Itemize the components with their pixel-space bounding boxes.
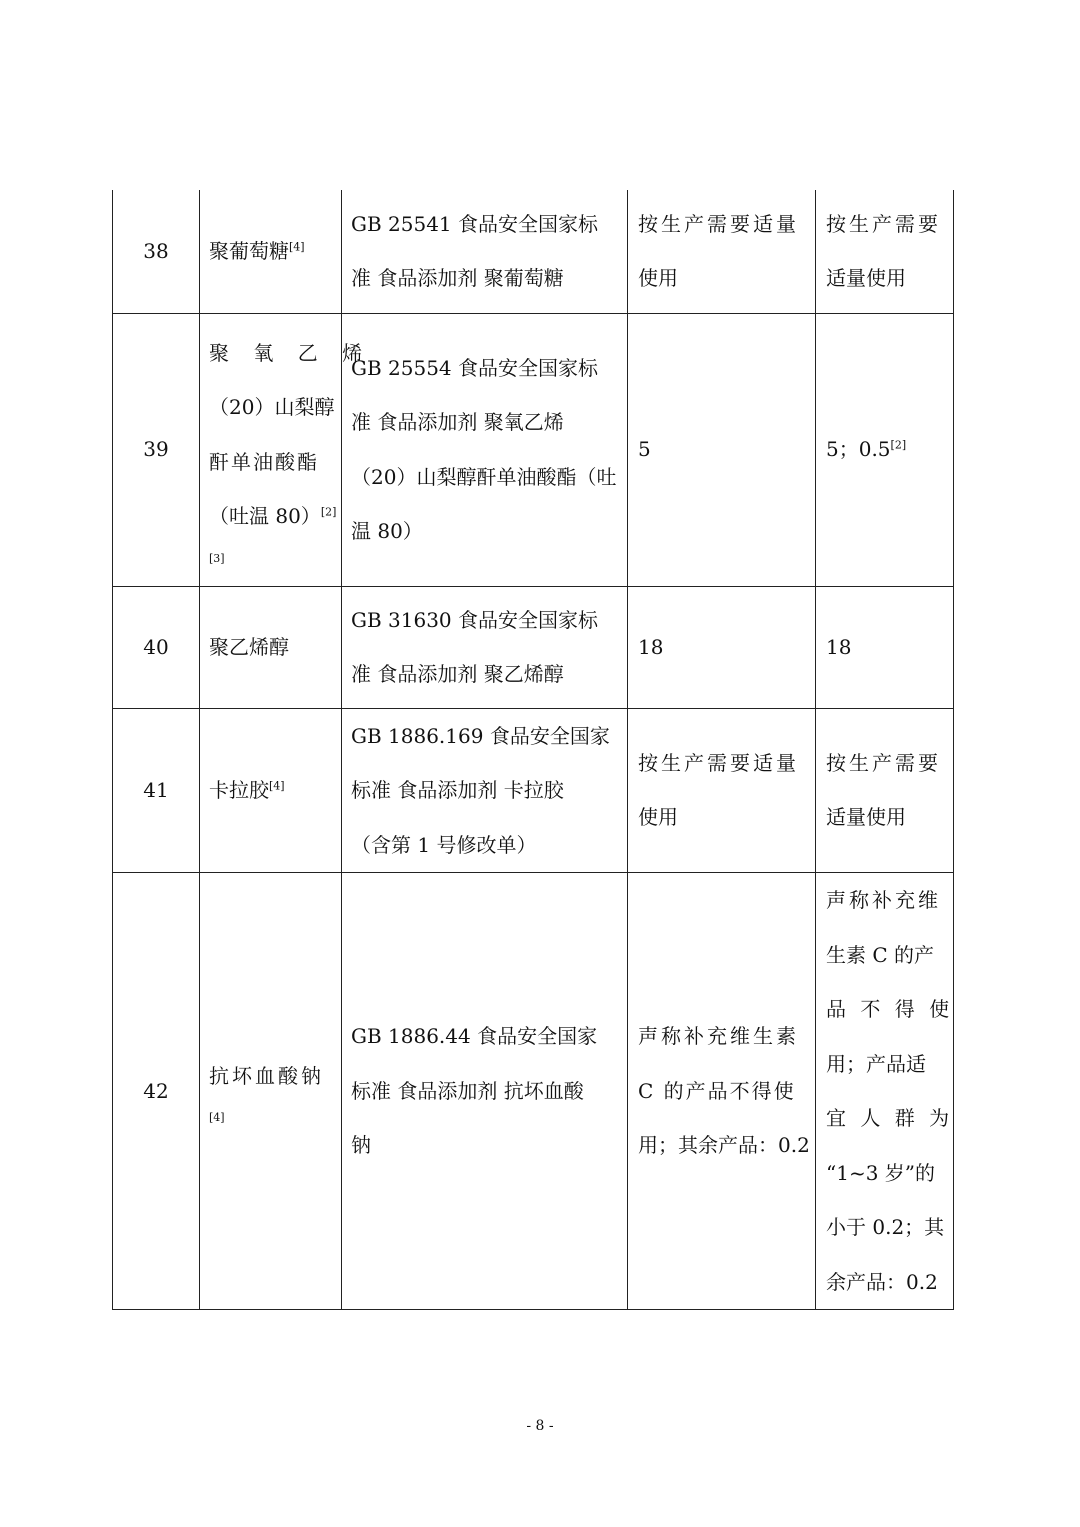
limit-line: 按生产需要适量 [638,211,799,236]
limit-line: 按生产需要 [826,750,941,775]
limit-line: 适量使用 [826,266,906,291]
limit-cell-general: 5 [628,313,816,586]
limit-line: 宜 人 群 为 [826,1106,954,1130]
standard-cell [342,708,628,873]
standard-line: 标准 食品添加剂 卡拉胶 [351,778,564,802]
limit-line: 余产品：0.2 [826,1269,938,1294]
additive-name [200,313,372,586]
limit-cell-infant [816,190,954,313]
standard-line: 钠 [351,1133,371,1158]
standard-line: GB 25554 食品安全国家标 [351,355,599,380]
row-number: 38 [113,190,200,313]
additive-name-text: （吐温 80） [209,504,321,528]
limit-line: 小于 0.2；其 [826,1215,945,1239]
limit-line: 使用 [638,266,678,291]
limit-line: 生素 C 的产 [826,942,935,967]
row-number: 40 [113,586,200,708]
limit-line: 按生产需要适量 [638,750,799,775]
table-row [113,313,954,586]
standard-cell [342,313,628,586]
row-number: 41 [113,708,200,873]
table-row [113,708,954,873]
footnote-ref: [4] [269,779,285,793]
table-row [113,873,954,1310]
additive-table [112,190,954,1310]
additive-name-text: 聚葡萄糖 [209,239,289,263]
standard-line: 准 食品添加剂 聚葡萄糖 [351,266,564,291]
additive-name-line [209,489,337,544]
limit-line: “1~3 岁”的 [826,1160,936,1185]
footnote-ref: [2] [320,505,337,519]
additive-name [200,873,342,1310]
footnote-ref: [2] [890,438,907,452]
footnote-ref: [4] [289,240,305,254]
limit-line: 声称补充维生素 [638,1024,799,1049]
limit-cell-general [628,873,816,1310]
limit-cell-infant: 18 [816,586,954,708]
standard-line: 准 食品添加剂 聚氧乙烯 [351,410,564,434]
standard-line: 标准 食品添加剂 抗坏血酸 [351,1078,584,1103]
standard-line: GB 31630 食品安全国家标 [351,607,599,632]
limit-line: C 的产品不得使 [638,1078,796,1103]
limit-cell-infant [816,873,954,1310]
standard-cell [342,586,628,708]
standard-line: GB 25541 食品安全国家标 [351,211,599,236]
standard-line: 准 食品添加剂 聚乙烯醇 [351,662,564,686]
limit-line: 适量使用 [826,805,906,830]
standard-line: （20）山梨醇酐单油酸酯（吐 [351,464,617,489]
additive-name-line: （20）山梨醇 [209,395,335,419]
footnote-ref: [3] [209,551,225,565]
additive-name [200,708,342,873]
limit-line: 品 不 得 使 [826,997,954,1021]
page-number: - 8 - [526,1418,554,1434]
additive-name [200,190,342,313]
limit-cell-general: 18 [628,586,816,708]
limit-cell-infant [816,708,954,873]
limit-line: 声称补充维 [826,888,941,912]
limit-cell-general [628,190,816,313]
table-row [113,190,954,313]
limit-text: 5；0.5 [826,437,891,462]
row-number: 42 [113,873,200,1310]
additive-name-line: 抗坏血酸钠 [209,1063,324,1088]
standard-cell [342,190,628,313]
limit-cell-general [628,708,816,873]
limit-line: 使用 [638,805,678,830]
footnote-ref: [4] [209,1111,225,1125]
additive-name: 聚乙烯醇 [200,586,342,708]
limit-cell-infant [816,313,954,586]
row-number: 39 [113,313,200,586]
additive-name-text: 卡拉胶 [209,778,269,802]
standard-line: （含第 1 号修改单） [351,832,537,857]
limit-line: 按生产需要 [826,211,941,236]
standard-line: GB 1886.169 食品安全国家 [351,723,610,748]
additive-name-line: 酐单油酸酯 [209,449,319,474]
limit-line: 用；其余产品：0.2 [638,1133,810,1158]
standard-line: GB 1886.44 食品安全国家 [351,1024,598,1049]
standard-line: 温 80） [351,519,423,543]
table-row [113,586,954,708]
standard-cell [342,873,628,1310]
additive-name-line: 聚 氧 乙 烯 [209,340,372,365]
limit-line: 用；产品适 [826,1051,926,1076]
